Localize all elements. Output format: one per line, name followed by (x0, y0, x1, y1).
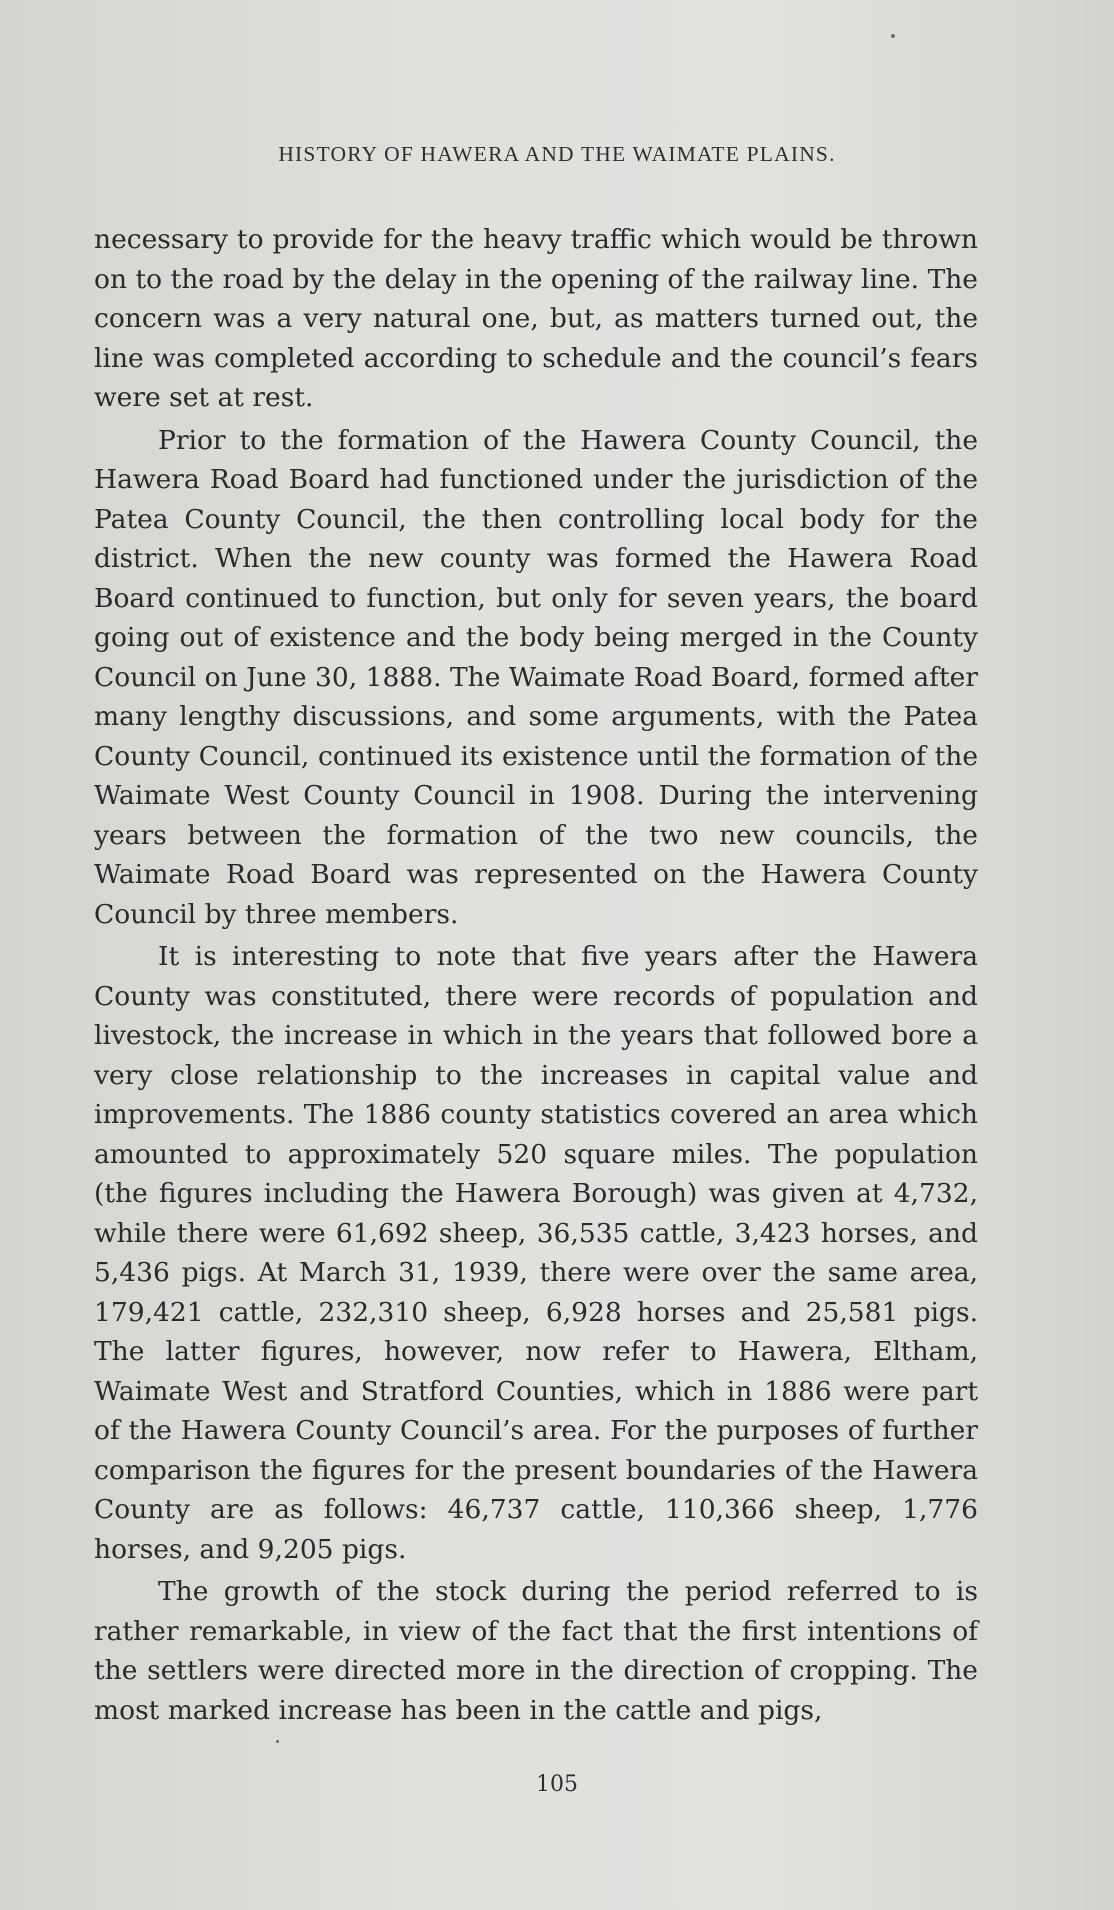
running-header-title: HISTORY OF HAWERA AND THE WAIMATE PLAINS. (278, 142, 836, 166)
paragraph-road-boards: Prior to the formation of the Hawera County Council, the Hawera Road Board had functioned under the jurisdiction of the Patea County Council, the then controlling local body for the district. When the new county was formed the Hawera Road Board continued to function, but only for seven years, the board going out of existence and the body being merged in the County Council on June 30, 1888. The Waimate Road Board, formed after many lengthy discussions, and some arguments, with the Patea County Council, continued its existence until the formation of the Waimate West County Council in 1908. During the intervening years between the formation of the two new councils, the Waimate Road Board was represented on the Hawera County Council by three members. (94, 424, 978, 930)
body-text-column (94, 220, 978, 1733)
paragraph-population-livestock: It is interesting to note that five years after the Hawera County was constituted, there were records of population and livestock, the increase in which in the years that followed bore a very close relationship to the increases in capital value and improvements. The 1886 county statistics covered an area which amounted to approximately 520 square miles. The population (the figures including the Hawera Borough) was given at 4,732, while there were 61,692 sheep, 36,535 cattle, 3,423 horses, and 5,436 pigs. At March 31, 1939, there were over the same area, 179,421 cattle, 232,310 sheep, 6,928 horses and 25,581 pigs. The latter figures, however, now refer to Hawera, Eltham, Waimate West and Stratford Counties, which in 1886 were part of the Hawera County Council’s area. For the purposes of further comparison the figures for the present boundaries of the Hawera County are as follows: 46,737 cattle, 110,366 sheep, 1,776 horses, and 9,205 pigs. (94, 941, 978, 1565)
page-number: 105 (536, 1772, 578, 1797)
paragraph-continuation: necessary to provide for the heavy traffic which would be thrown on to the road by the delay in the opening of the railway line. The concern was a very natural one, but, as matters turned out, the line was completed according to schedule and the council’s fears were set at rest. (94, 224, 978, 413)
page-speck-mark (276, 1740, 279, 1743)
page-speck-mark (891, 34, 895, 38)
paragraph-stock-growth: The growth of the stock during the period referred to is rather remarkable, in view of the fact that the first intentions of the settlers were directed more in the direction of cropping. The most marked increase has been in the cattle and pigs, (94, 1576, 978, 1726)
